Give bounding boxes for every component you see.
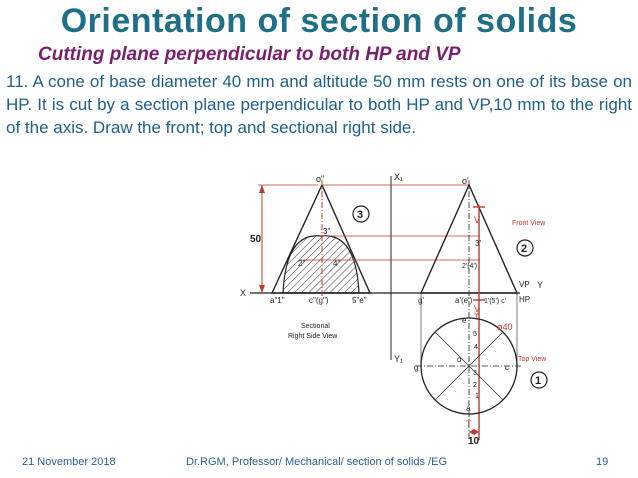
one-label: 1 [475, 393, 479, 400]
vp-label: VP [519, 280, 530, 289]
g-prime-label: g' [418, 296, 424, 305]
footer-page-number: 19 [596, 456, 609, 468]
slide-subtitle: Cutting plane perpendicular to both HP and VP [38, 44, 461, 65]
o-double-label: o" [316, 174, 325, 184]
three-label: 3 [473, 370, 477, 377]
two-label: 2 [473, 382, 477, 389]
sectional-label: Sectional [301, 323, 330, 330]
cg-label: c"(g") [309, 296, 329, 305]
o-prime-label: o' [462, 176, 469, 186]
footer-date: 21 November 2018 [22, 456, 116, 468]
t-mark-2: T [474, 312, 480, 322]
step2-label: 2 [521, 243, 528, 255]
front-view-label: Front View [512, 220, 546, 227]
x1-label: X₁ [394, 172, 404, 182]
a-label: a [466, 404, 471, 413]
three-double-label: 3" [323, 227, 331, 236]
dim10-label: 10 [468, 436, 480, 447]
dim10-arrow-l [469, 429, 474, 435]
v-mark-2: V [474, 304, 481, 314]
three-prime-label: 3' [475, 239, 481, 248]
c-label: c [505, 363, 509, 372]
a-e-label: a'(e') [455, 296, 473, 305]
slide-title: Orientation of section of solids [60, 2, 578, 40]
x-label: X [240, 288, 247, 298]
e5-label: 5"e" [352, 296, 367, 305]
dim50-arrow-top [259, 185, 265, 193]
two4-label: 2'(4') [462, 263, 478, 270]
right-side-view-label: Right Side View [288, 333, 338, 340]
step3-label: 3 [357, 209, 364, 221]
a1-label: a"1" [270, 296, 285, 305]
one5c-label: 1'(5') c' [484, 298, 506, 305]
five-label: 5 [473, 331, 477, 338]
dim10-arrow-r [474, 429, 479, 435]
two-double-label: 2" [298, 259, 306, 268]
phi40-label: ø40 [497, 322, 513, 332]
four-label: 4 [474, 344, 478, 351]
y-label: Y [537, 280, 544, 290]
footer-author: Dr.RGM, Professor/ Mechanical/ section of solids /EG [186, 456, 448, 468]
dim50-label: 50 [250, 234, 262, 245]
t-mark: T [466, 419, 472, 429]
g-label: g [414, 363, 419, 372]
step1-label: 1 [535, 375, 542, 387]
four-double-label: 4" [333, 259, 341, 268]
hp-label: HP [519, 295, 531, 304]
o-label: o [457, 355, 462, 364]
e-label: e [462, 316, 467, 325]
v-mark: V [474, 215, 481, 225]
top-view-label: Top View [518, 356, 547, 363]
y1-label: Y₁ [394, 354, 404, 364]
dim50-arrow-bottom [259, 285, 265, 293]
problem-statement: 11. A cone of base diameter 40 mm and altitude 50 mm rests on one of its base on HP. It is cut by a section plane perpendicular to both HP and VP,10 mm to the right of the axis. Draw the front; top and sectional right side. [6, 72, 632, 137]
